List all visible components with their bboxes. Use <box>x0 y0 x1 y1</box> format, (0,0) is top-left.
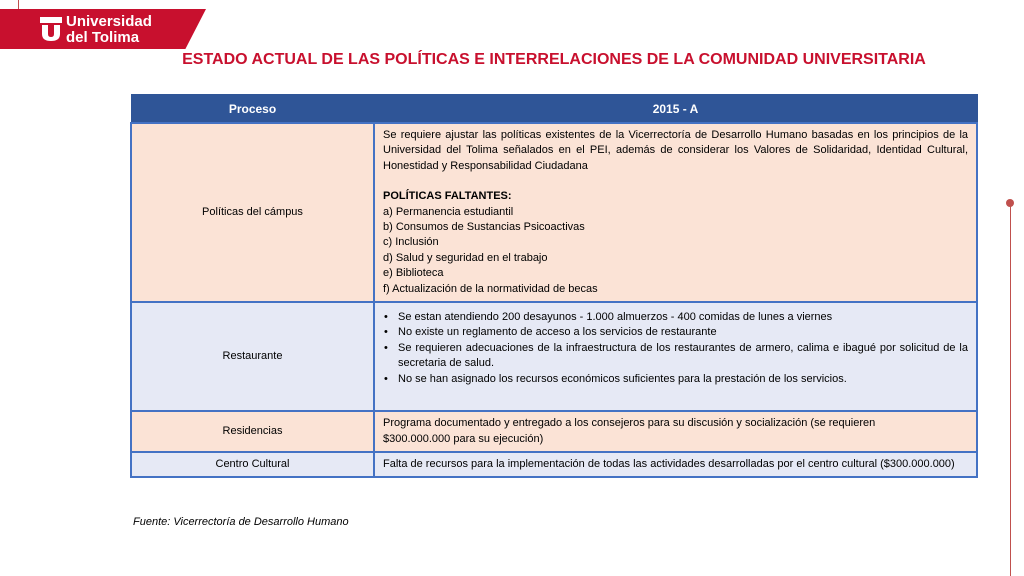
university-logo-icon <box>40 17 62 41</box>
list-item: a) Permanencia estudiantil <box>383 205 514 218</box>
restaurant-bullets <box>383 310 968 387</box>
list-item: • No existe un reglamento de acceso a los servicios de restaurante <box>383 325 968 340</box>
policies-intro: Se requiere ajustar las políticas existentes de la Vicerrectoría de Desarrollo Humano basadas en los principios de la Universidad del Tolima señalados en el PEI, además de considerar los Valores de Solidaridad, Identidad Cultural, Honestidad y Responsabilidad Ciudadana <box>383 129 968 172</box>
process-cell: Centro Cultural <box>131 452 374 477</box>
detail-cell <box>374 411 977 452</box>
centro-cultural-text: Falta de recursos para la implementación de todas las actividades desarrolladas por el centro cultural ($300.000.000) <box>383 457 955 470</box>
process-cell: Políticas del cámpus <box>131 123 374 302</box>
process-cell: Restaurante <box>131 302 374 411</box>
page-title: ESTADO ACTUAL DE LAS POLÍTICAS E INTERRELACIONES DE LA COMUNIDAD UNIVERSITARIA <box>182 51 926 68</box>
decor-line-right <box>1010 200 1011 576</box>
table-row <box>131 302 977 411</box>
table-row <box>131 411 977 452</box>
detail-cell <box>374 452 977 477</box>
university-name <box>66 14 152 46</box>
header-period: 2015 - A <box>374 95 977 124</box>
table-row <box>131 123 977 302</box>
list-item: • Se requieren adecuaciones de la infraestructura de los restaurantes de armero, calima e ibagué por solicitud de la secretaria de salud. <box>383 341 968 372</box>
logo-line-2: del Tolima <box>66 29 140 46</box>
detail-cell <box>374 302 977 411</box>
residencias-text: Programa documentado y entregado a los consejeros para su discusión y socialización (se requieren $300.000.000 para su ejecución) <box>383 417 876 445</box>
status-table <box>130 94 978 478</box>
list-item: c) Inclusión <box>383 236 439 249</box>
table-row <box>131 452 977 477</box>
process-cell: Residencias <box>131 411 374 452</box>
source-note: Fuente: Vicerrectoría de Desarrollo Humano <box>133 516 349 528</box>
decor-dot-right <box>1006 199 1014 207</box>
table-header-row <box>131 95 977 124</box>
list-item: • Se estan atendiendo 200 desayunos - 1.000 almuerzos - 400 comidas de lunes a viernes <box>383 310 968 325</box>
list-item: d) Salud y seguridad en el trabajo <box>383 251 548 264</box>
list-item: b) Consumos de Sustancias Psicoactivas <box>383 221 585 234</box>
logo-line-1: Universidad <box>66 13 152 30</box>
list-item: f) Actualización de la normatividad de becas <box>383 282 598 295</box>
detail-cell <box>374 123 977 302</box>
missing-policies-heading: POLÍTICAS FALTANTES: <box>383 190 512 203</box>
list-item: e) Biblioteca <box>383 267 444 280</box>
header-proceso: Proceso <box>131 95 374 124</box>
list-item: • No se han asignado los recursos económicos suficientes para la prestación de los servicios. <box>383 372 968 387</box>
